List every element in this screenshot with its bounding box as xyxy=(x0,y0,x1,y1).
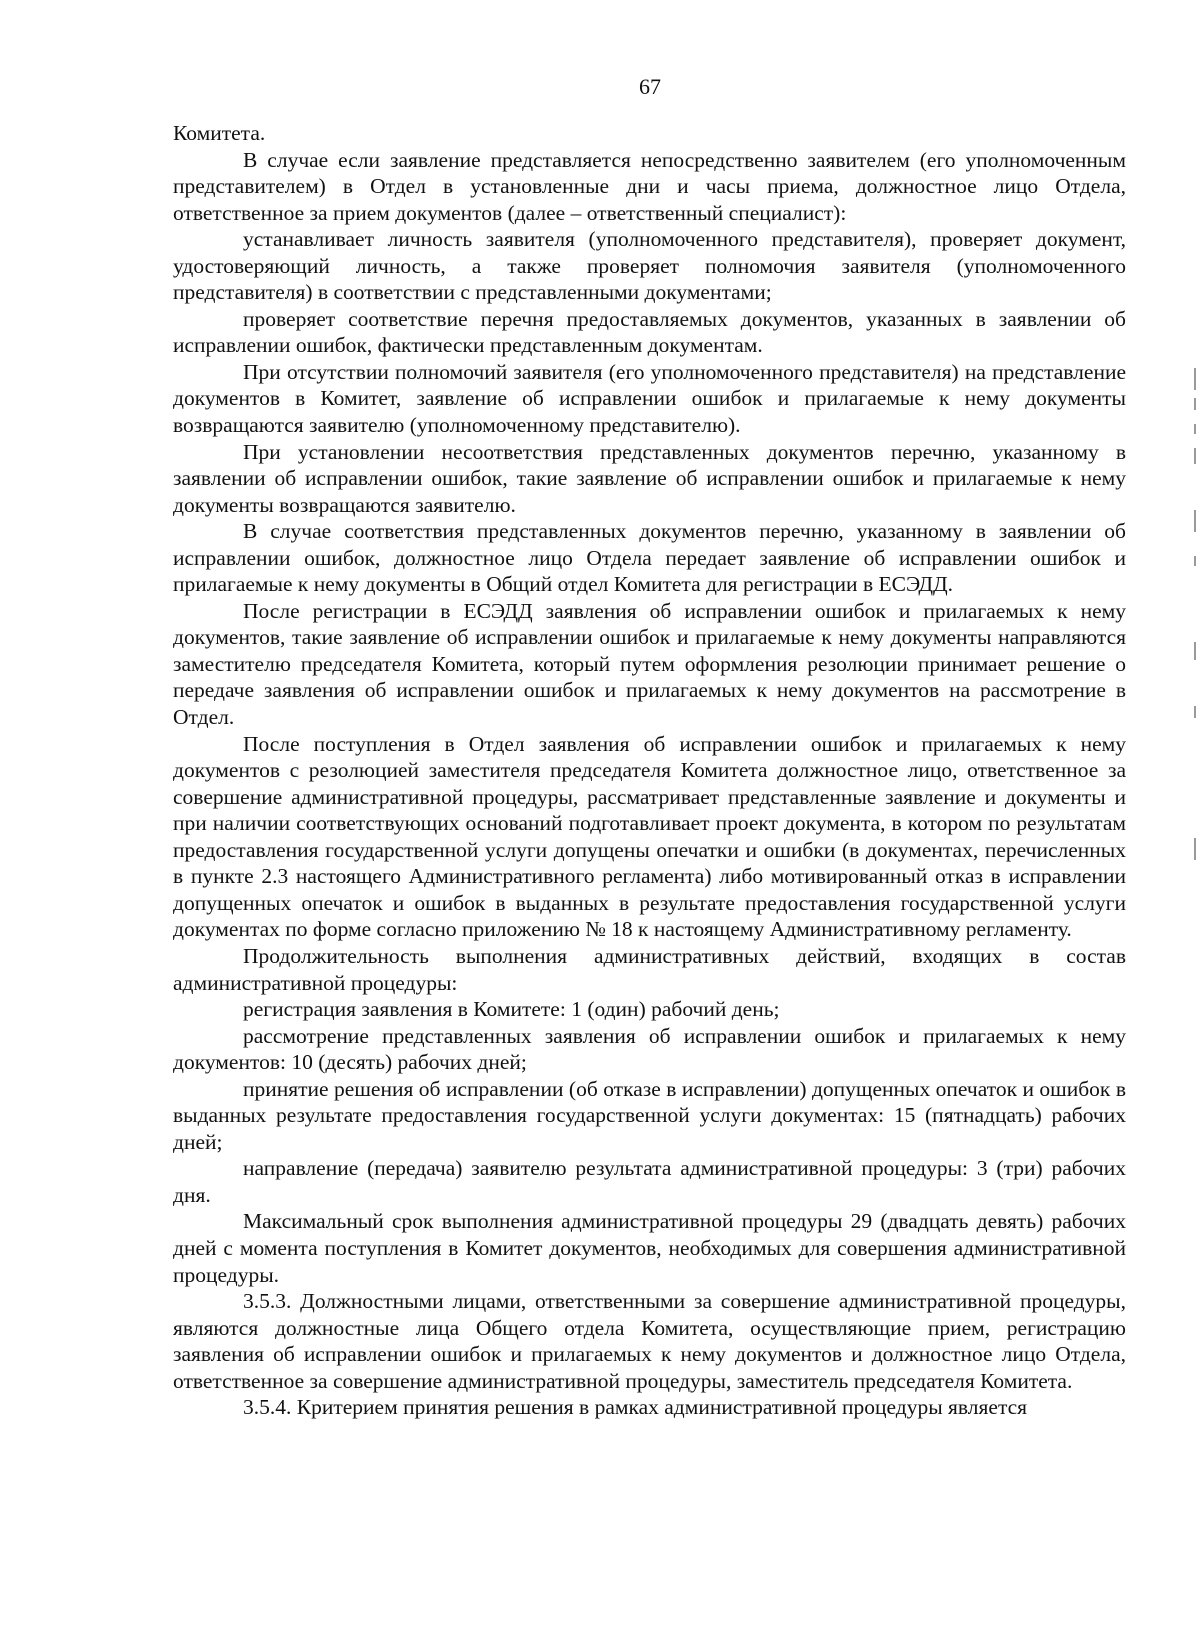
scan-mark xyxy=(1194,706,1196,718)
scan-edge-marks xyxy=(1190,0,1200,1652)
paragraph: После поступления в Отдел заявления об исправлении ошибок и прилагаемых к нему документов с резолюцией заместителя председателя Комитета должностное лицо, ответственное за совершение административной процедуры, рассматривает представленные заявление и документы и при наличии соответствующих оснований подготавливает проект документа, в котором по результатам предоставления государственной услуги допущены опечатки и ошибки (в документах, перечисленных в пункте 2.3 настоящего Административного регламента) либо мотивированный отказ в исправлении допущенных опечаток и ошибок в выданных в результате предоставления государственной услуги документах по форме согласно приложению № 18 к настоящему Административному регламенту. xyxy=(173,731,1126,942)
paragraph: Комитета. xyxy=(173,121,266,145)
scan-mark xyxy=(1194,510,1196,532)
paragraph: 3.5.3. Должностными лицами, ответственными за совершение административной процедуры, являются должностные лица Общего отдела Комитета, осуществляющие прием, регистрацию заявления об исправлении ошибок и прилагаемых к нему документов и должностное лицо Отдела, ответственное за совершение административной процедуры, заместитель председателя Комитета. xyxy=(173,1289,1126,1393)
paragraph: После регистрации в ЕСЭДД заявления об исправлении ошибок и прилагаемых к нему документов, такие заявление об исправлении ошибок и прилагаемые к нему документы направляются заместителю председателя Комитета, который путем оформления резолюции принимает решение о передаче заявления об исправлении ошибок и прилагаемых к нему документов на рассмотрение в Отдел. xyxy=(173,598,1126,730)
scan-mark xyxy=(1194,424,1196,434)
paragraph: При установлении несоответствия представленных документов перечню, указанному в заявлении об исправлении ошибок, такие заявление об исправлении ошибок и прилагаемые к нему документы возвращаются заявителю. xyxy=(173,439,1126,517)
paragraph: устанавливает личность заявителя (уполномоченного представителя), проверяет документ, удостоверяющий личность, а также проверяет полномочия заявителя (уполномоченного представителя) в соответствии с представленными документами; xyxy=(173,227,1126,305)
scan-mark xyxy=(1194,398,1196,410)
scan-mark xyxy=(1194,838,1196,860)
paragraph: принятие решения об исправлении (об отказе в исправлении) допущенных опечаток и ошибок в выданных результате предоставления государственной услуги документах: 15 (пятнадцать) рабочих дней; xyxy=(173,1076,1126,1154)
paragraph: регистрация заявления в Комитете: 1 (один) рабочий день; xyxy=(243,997,780,1022)
scan-mark xyxy=(1194,368,1196,390)
scan-mark xyxy=(1194,448,1196,464)
paragraph: В случае если заявление представляется непосредственно заявителем (его уполномоченным представителем) в Отдел в установленные дни и часы приема, должностное лицо Отдела, ответственное за прием документов (далее – ответственный специалист): xyxy=(173,147,1126,225)
document-body xyxy=(173,120,1126,1421)
paragraph: При отсутствии полномочий заявителя (его уполномоченного представителя) на представление документов в Комитет, заявление об исправлении ошибок и прилагаемые к нему документы возвращаются заявителю (уполномоченному представителю). xyxy=(173,359,1126,438)
paragraph: Максимальный срок выполнения административной процедуры 29 (двадцать девять) рабочих дней с момента поступления в Комитет документов, необходимых для совершения административной процедуры. xyxy=(173,1209,1126,1287)
paragraph: направление (передача) заявителю результата административной процедуры: 3 (три) рабочих дня. xyxy=(173,1156,1126,1207)
paragraph: 3.5.4. Критерием принятия решения в рамках административной процедуры является xyxy=(243,1395,1028,1420)
paragraph: рассмотрение представленных заявления об исправлении ошибок и прилагаемых к нему документов: 10 (десять) рабочих дней; xyxy=(173,1023,1126,1075)
paragraph: проверяет соответствие перечня предоставляемых документов, указанных в заявлении об исправлении ошибок, фактически представленным документам. xyxy=(173,306,1126,358)
scan-mark xyxy=(1194,556,1196,566)
paragraph: В случае соответствия представленных документов перечню, указанному в заявлении об исправлении ошибок, должностное лицо Отдела передает заявление об исправлении ошибок и прилагаемые к нему документы в Общий отдел Комитета для регистрации в ЕСЭДД. xyxy=(173,519,1126,597)
paragraph: Продолжительность выполнения административных действий, входящих в состав административной процедуры: xyxy=(173,943,1126,995)
scan-mark xyxy=(1194,642,1196,660)
page-number: 67 xyxy=(639,74,661,99)
